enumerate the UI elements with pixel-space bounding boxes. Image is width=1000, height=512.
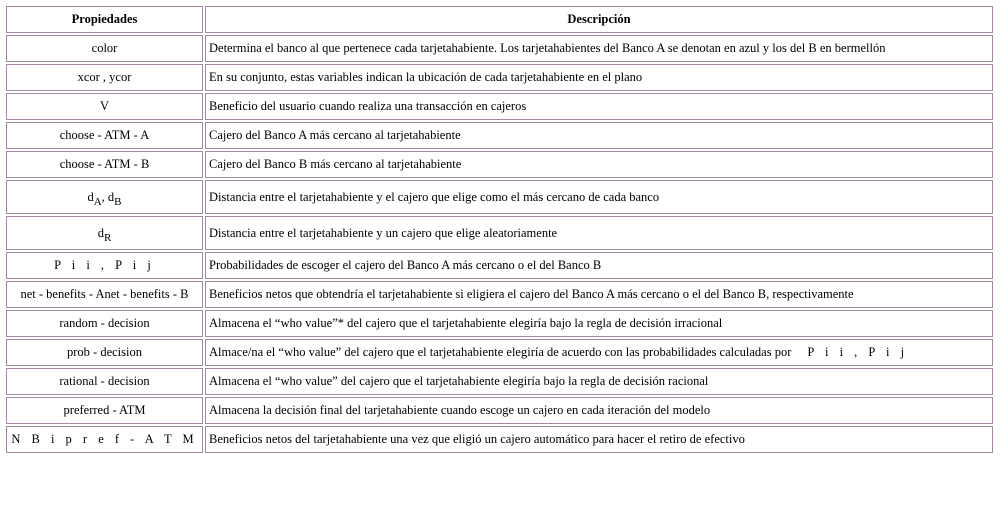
description-cell: Cajero del Banco A más cercano al tarjetahabiente xyxy=(205,122,993,149)
symbol-base: d xyxy=(87,189,94,204)
table-row xyxy=(6,35,993,62)
property-cell: choose - ATM - A xyxy=(6,122,203,149)
description-cell: En su conjunto, estas variables indican la ubicación de cada tarjetahabiente en el plano xyxy=(205,64,993,91)
table-header-row xyxy=(6,6,993,33)
symbol-subscript: A xyxy=(93,195,102,208)
table-row xyxy=(6,339,993,366)
property-cell xyxy=(6,180,203,214)
table-row xyxy=(6,426,993,453)
table-row xyxy=(6,252,993,279)
description-text: Almace/na el “who value” del cajero que el tarjetahabiente elegiría de acuerdo con las probabilidades calculadas por xyxy=(209,345,792,359)
property-cell: N B i p r e f - A T M xyxy=(6,426,203,453)
symbol-subscript: R xyxy=(103,231,112,244)
property-cell: random - decision xyxy=(6,310,203,337)
description-cell: Cajero del Banco B más cercano al tarjetahabiente xyxy=(205,151,993,178)
description-cell: Beneficios netos del tarjetahabiente una vez que eligió un cajero automático para hacer el retiro de efectivo xyxy=(205,426,993,453)
description-formula: P i i , P i j xyxy=(807,345,909,359)
description-cell: Probabilidades de escoger el cajero del Banco A más cercano o el del Banco B xyxy=(205,252,993,279)
table-row xyxy=(6,397,993,424)
table-row xyxy=(6,281,993,308)
properties-table xyxy=(4,4,995,455)
description-cell: Beneficios netos que obtendría el tarjetahabiente si eligiera el cajero del Banco A más cercano o el del Banco B, respectivamente xyxy=(205,281,993,308)
description-cell: Almacena la decisión final del tarjetahabiente cuando escoge un cajero en cada iteración del modelo xyxy=(205,397,993,424)
table-row xyxy=(6,151,993,178)
description-cell: Almacena el “who value”* del cajero que el tarjetahabiente elegiría bajo la regla de decisión irracional xyxy=(205,310,993,337)
table-row xyxy=(6,216,993,250)
property-cell xyxy=(6,216,203,250)
symbol-subscript: B xyxy=(114,195,122,208)
property-cell: P i i , P i j xyxy=(6,252,203,279)
property-cell: color xyxy=(6,35,203,62)
property-cell: prob - decision xyxy=(6,339,203,366)
header-properties: Propiedades xyxy=(6,6,203,33)
table-row xyxy=(6,122,993,149)
description-cell xyxy=(205,339,993,366)
symbol-base: d xyxy=(107,189,115,204)
property-cell: preferred - ATM xyxy=(6,397,203,424)
property-cell: xcor , ycor xyxy=(6,64,203,91)
property-cell: choose - ATM - B xyxy=(6,151,203,178)
description-cell: Distancia entre el tarjetahabiente y un cajero que elige aleatoriamente xyxy=(205,216,993,250)
table-row xyxy=(6,368,993,395)
symbol-separator: , xyxy=(101,189,108,204)
description-cell: Almacena el “who value” del cajero que el tarjetahabiente elegiría bajo la regla de decisión racional xyxy=(205,368,993,395)
description-cell: Distancia entre el tarjetahabiente y el cajero que elige como el más cercano de cada banco xyxy=(205,180,993,214)
property-cell: net - benefits - Anet - benefits - B xyxy=(6,281,203,308)
property-cell: V xyxy=(6,93,203,120)
table-row xyxy=(6,93,993,120)
table-row xyxy=(6,180,993,214)
header-description: Descripción xyxy=(205,6,993,33)
symbol-base: d xyxy=(97,225,104,240)
property-cell: rational - decision xyxy=(6,368,203,395)
description-cell: Determina el banco al que pertenece cada tarjetahabiente. Los tarjetahabientes del Banco A se denotan en azul y los del B en bermellón xyxy=(205,35,993,62)
description-cell: Beneficio del usuario cuando realiza una transacción en cajeros xyxy=(205,93,993,120)
table-row xyxy=(6,64,993,91)
table-row xyxy=(6,310,993,337)
